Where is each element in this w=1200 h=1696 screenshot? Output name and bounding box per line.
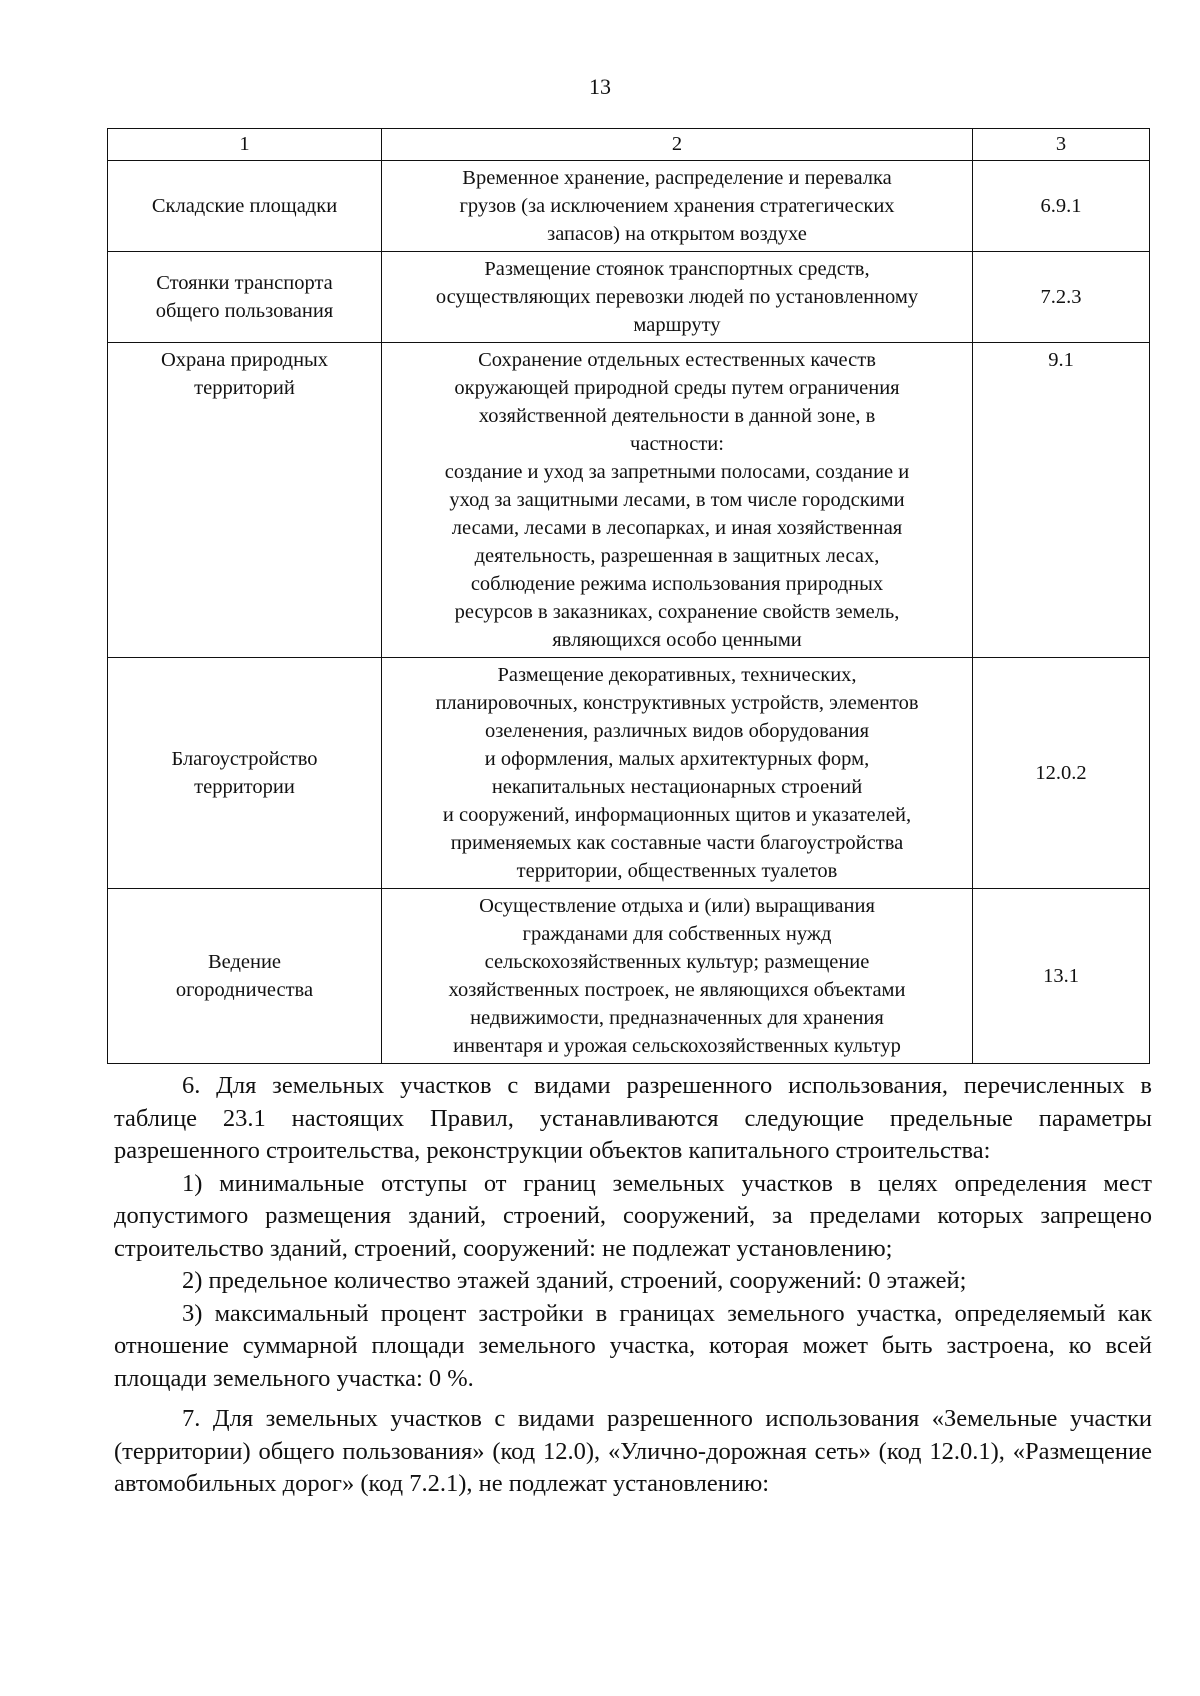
land-use-name: Стоянки транспорта общего пользования xyxy=(108,252,382,343)
page-number: 13 xyxy=(589,74,611,99)
paragraph-6-item-1: 1) минимальные отступы от границ земельных участков в целях определения мест допустимого размещения зданий, строений, сооружений, за пределами которых запрещено строительство зданий, строений, сооружений: не подлежат установлению; xyxy=(114,1169,1152,1262)
paragraph-6-item-3: 3) максимальный процент застройки в границах земельного участка, определяемый как отношение суммарной площади земельного участка, которая может быть застроена, ко всей площади земельного участка: 0 %. xyxy=(114,1299,1152,1392)
land-use-description: Размещение стоянок транспортных средств, осуществляющих перевозки людей по установленному маршруту xyxy=(382,252,973,343)
table-row xyxy=(108,161,1150,252)
table-header-row xyxy=(108,129,1150,161)
land-use-description: Осуществление отдыха и (или) выращивания гражданами для собственных нужд сельскохозяйственных культур; размещение хозяйственных построек, не являющихся объектами недвижимости, предназначенных для хранения инвентаря и урожая сельскохозяйственных культур xyxy=(382,889,973,1064)
land-use-name: Охрана природных территорий xyxy=(108,343,382,658)
land-use-code: 13.1 xyxy=(973,889,1150,1064)
column-number-3: 3 xyxy=(973,129,1150,161)
land-use-code: 6.9.1 xyxy=(973,161,1150,252)
paragraph-6-item-2: 2) предельное количество этажей зданий, строений, сооружений: 0 этажей; xyxy=(182,1267,967,1294)
column-number-1: 1 xyxy=(108,129,382,161)
land-use-table xyxy=(107,128,1150,1064)
land-use-name: Складские площадки xyxy=(108,161,382,252)
land-use-code: 9.1 xyxy=(973,343,1150,658)
table-row xyxy=(108,889,1150,1064)
land-use-description: Временное хранение, распределение и перевалка грузов (за исключением хранения стратегических запасов) на открытом воздухе xyxy=(382,161,973,252)
land-use-description: Сохранение отдельных естественных качеств окружающей природной среды путем ограничения хозяйственной деятельности в данной зоне, в частности: создание и уход за запретными полосами, создание и уход за защитными лесами, в том числе городскими лесами, лесами в лесопарках, и иная хозяйственная деятельность, разрешенная в защитных лесах, соблюдение режима использования природных ресурсов в заказниках, сохранение свойств земель, являющихся особо ценными xyxy=(382,343,973,658)
table-row xyxy=(108,658,1150,889)
paragraph-6: 6. Для земельных участков с видами разрешенного использования, перечисленных в таблице 23.1 настоящих Правил, устанавливаются следующие предельные параметры разрешенного строительства, реконструкции объектов капитального строительства: xyxy=(114,1072,1152,1164)
land-use-description: Размещение декоративных, технических, планировочных, конструктивных устройств, элементов озеленения, различных видов оборудования и оформления, малых архитектурных форм, некапитальных нестационарных строений и сооружений, информационных щитов и указателей, применяемых как составные части благоустройства территории, общественных туалетов xyxy=(382,658,973,889)
body-text xyxy=(114,1070,1152,1501)
table-row xyxy=(108,252,1150,343)
column-number-2: 2 xyxy=(382,129,973,161)
land-use-name: Благоустройство территории xyxy=(108,658,382,889)
land-use-code: 12.0.2 xyxy=(973,658,1150,889)
table-row xyxy=(108,343,1150,658)
land-use-name: Ведение огородничества xyxy=(108,889,382,1064)
paragraph-7: 7. Для земельных участков с видами разрешенного использования «Земельные участки (территории) общего пользования» (код 12.0), «Улично-дорожная сеть» (код 12.0.1), «Размещение автомобильных дорог» (код 7.2.1), не подлежат установлению: xyxy=(114,1405,1152,1497)
land-use-code: 7.2.3 xyxy=(973,252,1150,343)
